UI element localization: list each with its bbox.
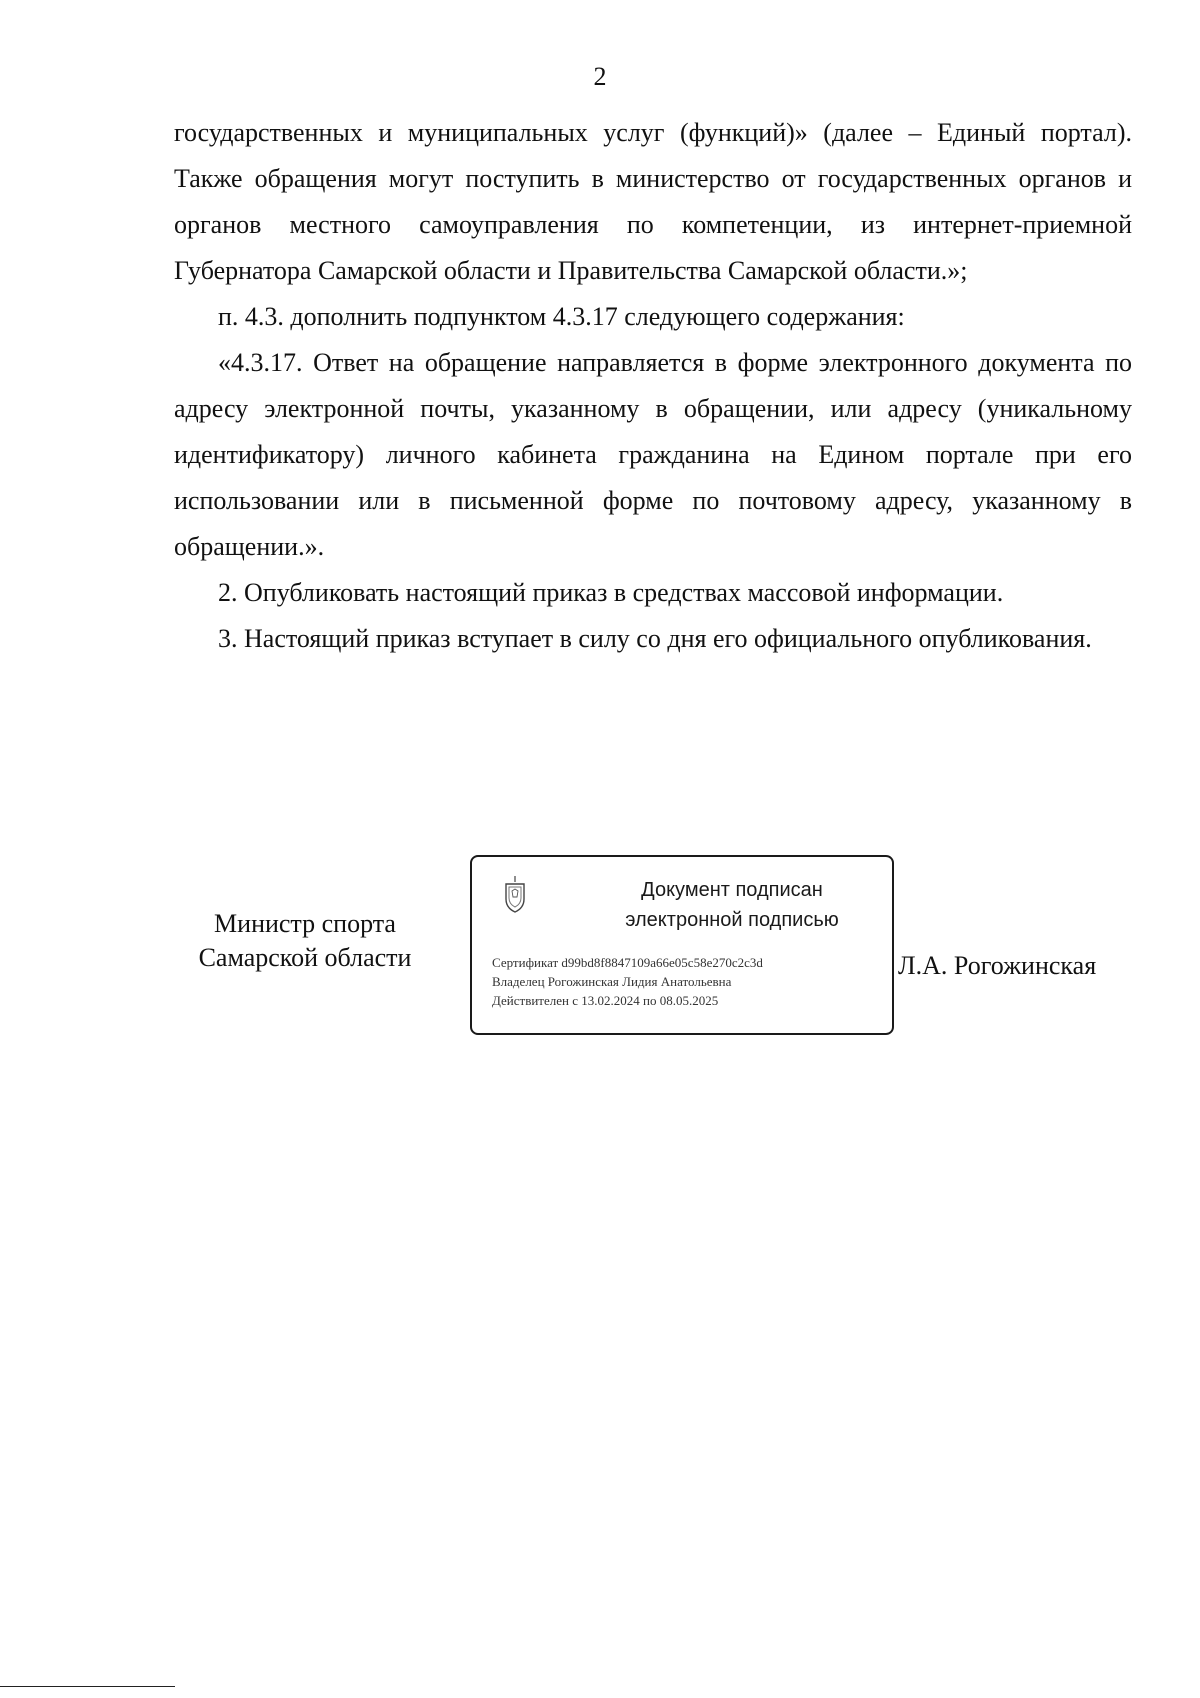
- footnote-divider: [0, 1686, 175, 1687]
- paragraph-continuation: государственных и муниципальных услуг (функций)» (далее – Единый портал). Также обращения могут поступить в министерство от государственных органов и органов местного самоуправления по компетенции, из интернет-приемной Губернатора Самарской области и Правительства Самарской области.»;: [174, 118, 1132, 285]
- electronic-signature-stamp: [470, 855, 894, 1035]
- coat-of-arms-icon: [502, 875, 528, 915]
- signatory-position: [180, 907, 430, 975]
- stamp-details: [492, 953, 882, 1010]
- position-line-1: Министр спорта: [214, 909, 396, 938]
- signer-name: Л.А. Рогожинская: [898, 951, 1097, 980]
- paragraph-publish: 2. Опубликовать настоящий приказ в средствах массовой информации.: [218, 578, 1004, 607]
- document-body: [174, 110, 1132, 662]
- certificate-validity: Действителен с 13.02.2024 по 08.05.2025: [492, 993, 719, 1008]
- paragraph-effective: 3. Настоящий приказ вступает в силу со дня его официального опубликования.: [218, 624, 1092, 653]
- signature-block: [0, 855, 1200, 1055]
- stamp-title-line-1: Документ подписан: [641, 879, 823, 901]
- stamp-title-line-2: электронной подписью: [625, 909, 839, 931]
- paragraph-amendment-4-3: п. 4.3. дополнить подпунктом 4.3.17 следующего содержания:: [218, 302, 905, 331]
- certificate-number: Сертификат d99bd8f8847109a66e05c58e270c2c3d: [492, 955, 763, 970]
- page-number: 2: [593, 62, 607, 91]
- stamp-title: [582, 875, 882, 935]
- paragraph-4-3-17: «4.3.17. Ответ на обращение направляется в форме электронного документа по адресу электронной почты, указанному в обращении, или адресу (уникальному идентификатору) личного кабинета гражданина на Едином портале при его использовании или в письменной форме по почтовому адресу, указанному в обращении.».: [174, 348, 1132, 561]
- position-line-2: Самарской области: [198, 943, 412, 972]
- certificate-owner: Владелец Рогожинская Лидия Анатольевна: [492, 974, 732, 989]
